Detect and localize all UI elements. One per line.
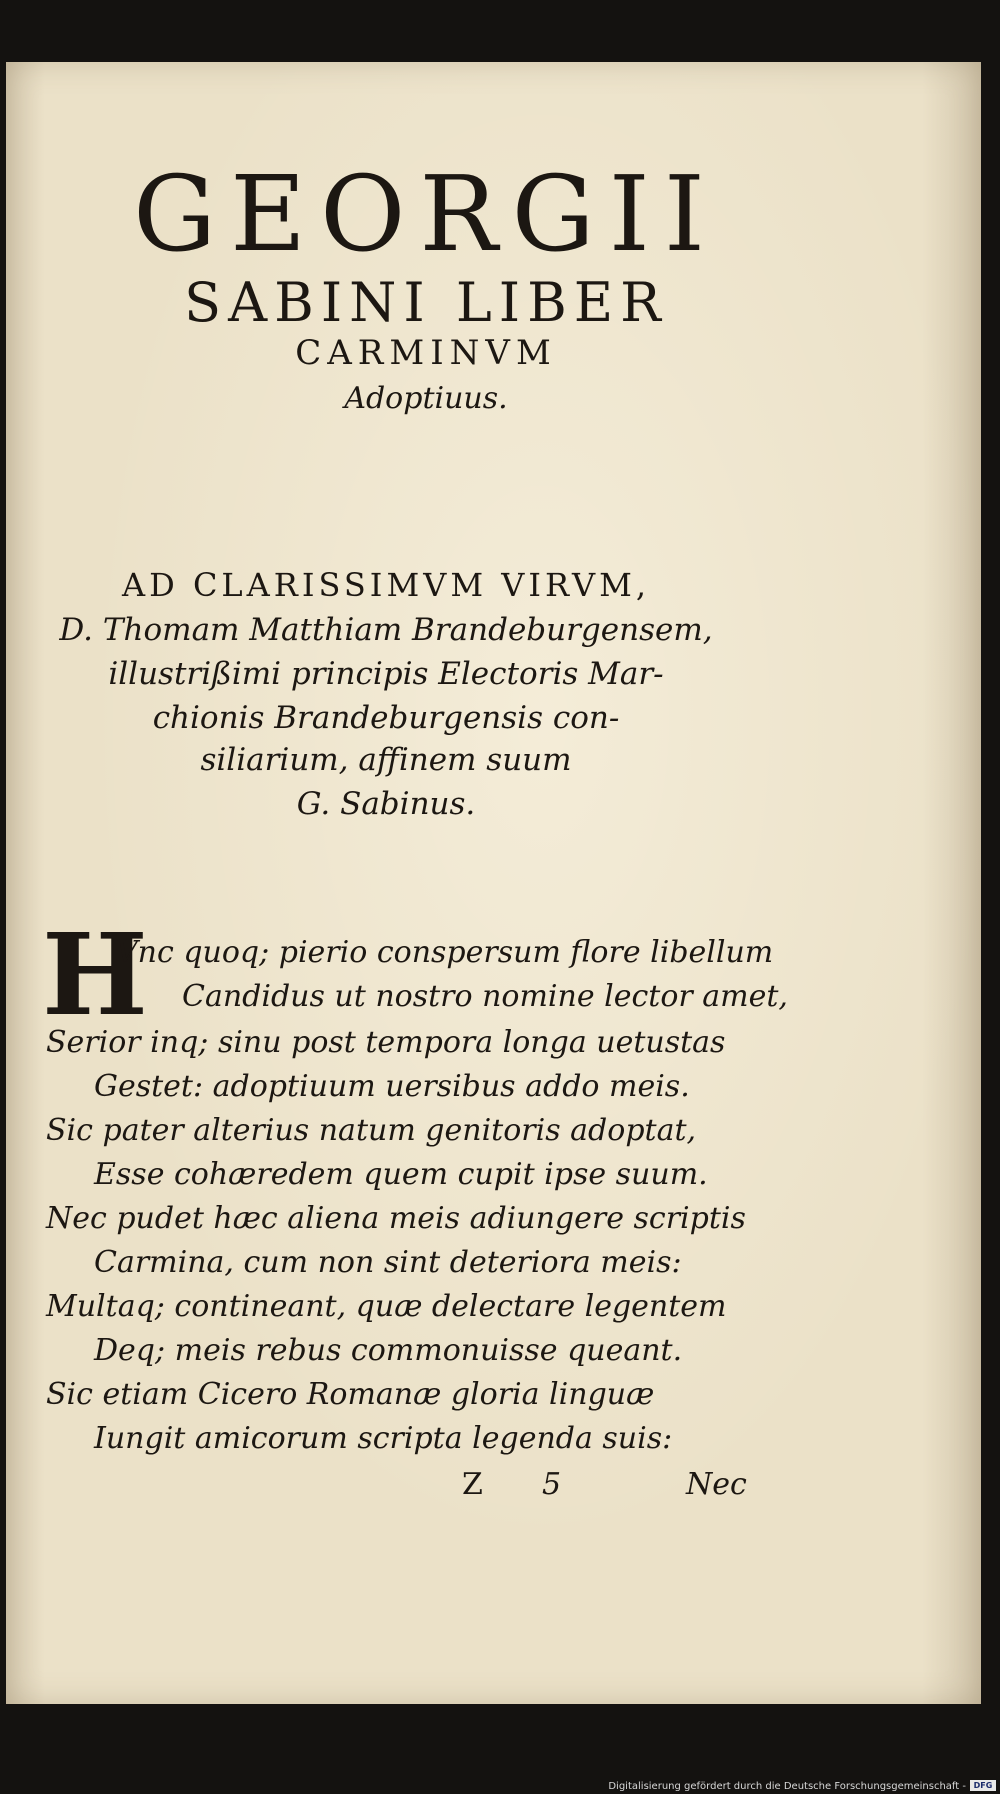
dedication-heading: AD CLARISSIMVM VIRVM, [122, 566, 650, 604]
digitization-credit: Digitalisierung gefördert durch die Deutsche Forschungsgemeinschaft - [608, 1781, 966, 1792]
signature-number: 5 [542, 1467, 562, 1502]
verse-line: Deq; meis rebus commonuisse queant. [94, 1333, 683, 1368]
dfg-logo: DFG [970, 1780, 996, 1791]
dedication-line: illustrißimi principis Electoris Mar- [108, 656, 664, 692]
dedication-signature: G. Sabinus. [296, 786, 476, 822]
title-line-3: CARMINVM [295, 333, 557, 373]
verse-line: Nec pudet hæc aliena meis adiungere scriptis [46, 1201, 746, 1236]
verse-line: Iungit amicorum scripta legenda suis: [94, 1421, 673, 1456]
verse-line: Sic etiam Cicero Romanæ gloria linguæ [46, 1377, 655, 1412]
verse-line: Multaq; contineant, quæ delectare legentem [46, 1289, 727, 1324]
verse-line: Gestet: adoptiuum uersibus addo meis. [94, 1069, 690, 1104]
book-page [6, 62, 981, 1704]
verse-line: Carmina, cum non sint deteriora meis: [94, 1245, 682, 1280]
signature-mark: Z [462, 1467, 483, 1502]
verse-line: Serior inq; sinu post tempora longa uetustas [46, 1025, 726, 1060]
catchword: Nec [686, 1467, 747, 1502]
dedication-line: chionis Brandeburgensis con- [152, 700, 620, 736]
verse-line: Esse cohæredem quem cupit ipse suum. [94, 1157, 708, 1192]
drop-cap: H [42, 910, 148, 1041]
title-line-4: Adoptiuus. [344, 381, 508, 416]
title-line-2: SABINI LIBER [184, 271, 668, 334]
verse-line: Sic pater alterius natum genitoris adoptat, [46, 1113, 697, 1148]
dedication-line: siliarium, affinem suum [200, 742, 572, 778]
verse-line: Candidus ut nostro nomine lector amet, [182, 979, 788, 1014]
dedication-line: D. Thomam Matthiam Brandeburgensem, [59, 612, 713, 648]
title-line-1: GEORGII [133, 153, 719, 275]
verse-line: Vnc quoq; pierio conspersum flore libellum [116, 935, 774, 970]
